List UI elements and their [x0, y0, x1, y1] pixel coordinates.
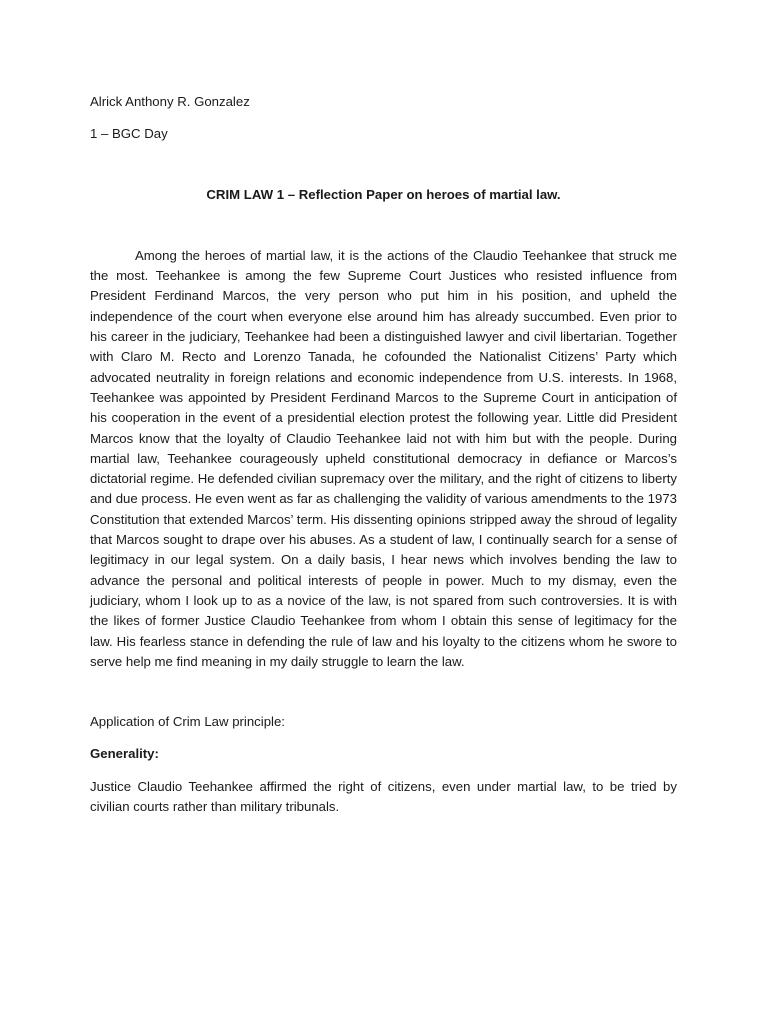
class-section: 1 – BGC Day	[90, 126, 168, 142]
principle-paragraph: Justice Claudio Teehankee affirmed the right of citizens, even under martial law, to be tried by civilian courts rather than military tribunals.	[90, 778, 677, 815]
document-content	[90, 92, 677, 817]
principle-label: Generality:	[90, 746, 159, 762]
paper-title: CRIM LAW 1 – Reflection Paper on heroes of martial law.	[206, 186, 561, 202]
reflection-paragraph: Among the heroes of martial law, it is the actions of the Claudio Teehankee that struck me the most. Teehankee is among the few Supreme Court Justices who resisted influence from President Ferdinand Marcos, the very person who put him in his position, and upheld the independence of the court when everyone else around him has already succumbed. Even prior to his career in the judiciary, Teehankee had been a distinguished lawyer and civil libertarian. Together with Claro M. Recto and Lorenzo Tanada, he cofounded the Nationalist Citizens’ Party which advocated neutrality in foreign relations and economic independence from U.S. interests. In 1968, Teehankee was appointed by President Ferdinand Marcos to the Supreme Court in anticipation of his cooperation in the event of a presidential election protest the following year. Little did President Marcos know that the loyalty of Claudio Teehankee laid not with him but with the people. During martial law, Teehankee courageously upheld constitutional democracy in defiance or Marcos’s dictatorial regime. He defended civilian supremacy over the military, and the right of citizens to liberty and due process. He even went as far as challenging the validity of various amendments to the 1973 Constitution that extended Marcos’ term. His dissenting opinions stripped away the shroud of legality that Marcos sought to drape over his abuses. As a student of law, I continually search for a sense of legitimacy in our legal system. On a daily basis, I hear news which involves bending the law to advance the personal and political interests of people in power. Much to my dismay, even the judiciary, whom I look up to as a novice of the law, is not spared from such controversies. It is with the likes of former Justice Claudio Teehankee from whom I obtain this sense of legitimacy for the law. His fearless stance in defending the rule of law and his loyalty to the citizens whom he swore to serve help me find meaning in my daily struggle to learn the law.	[90, 247, 677, 669]
application-heading: Application of Crim Law principle:	[90, 714, 285, 730]
author-name: Alrick Anthony R. Gonzalez	[90, 94, 250, 109]
